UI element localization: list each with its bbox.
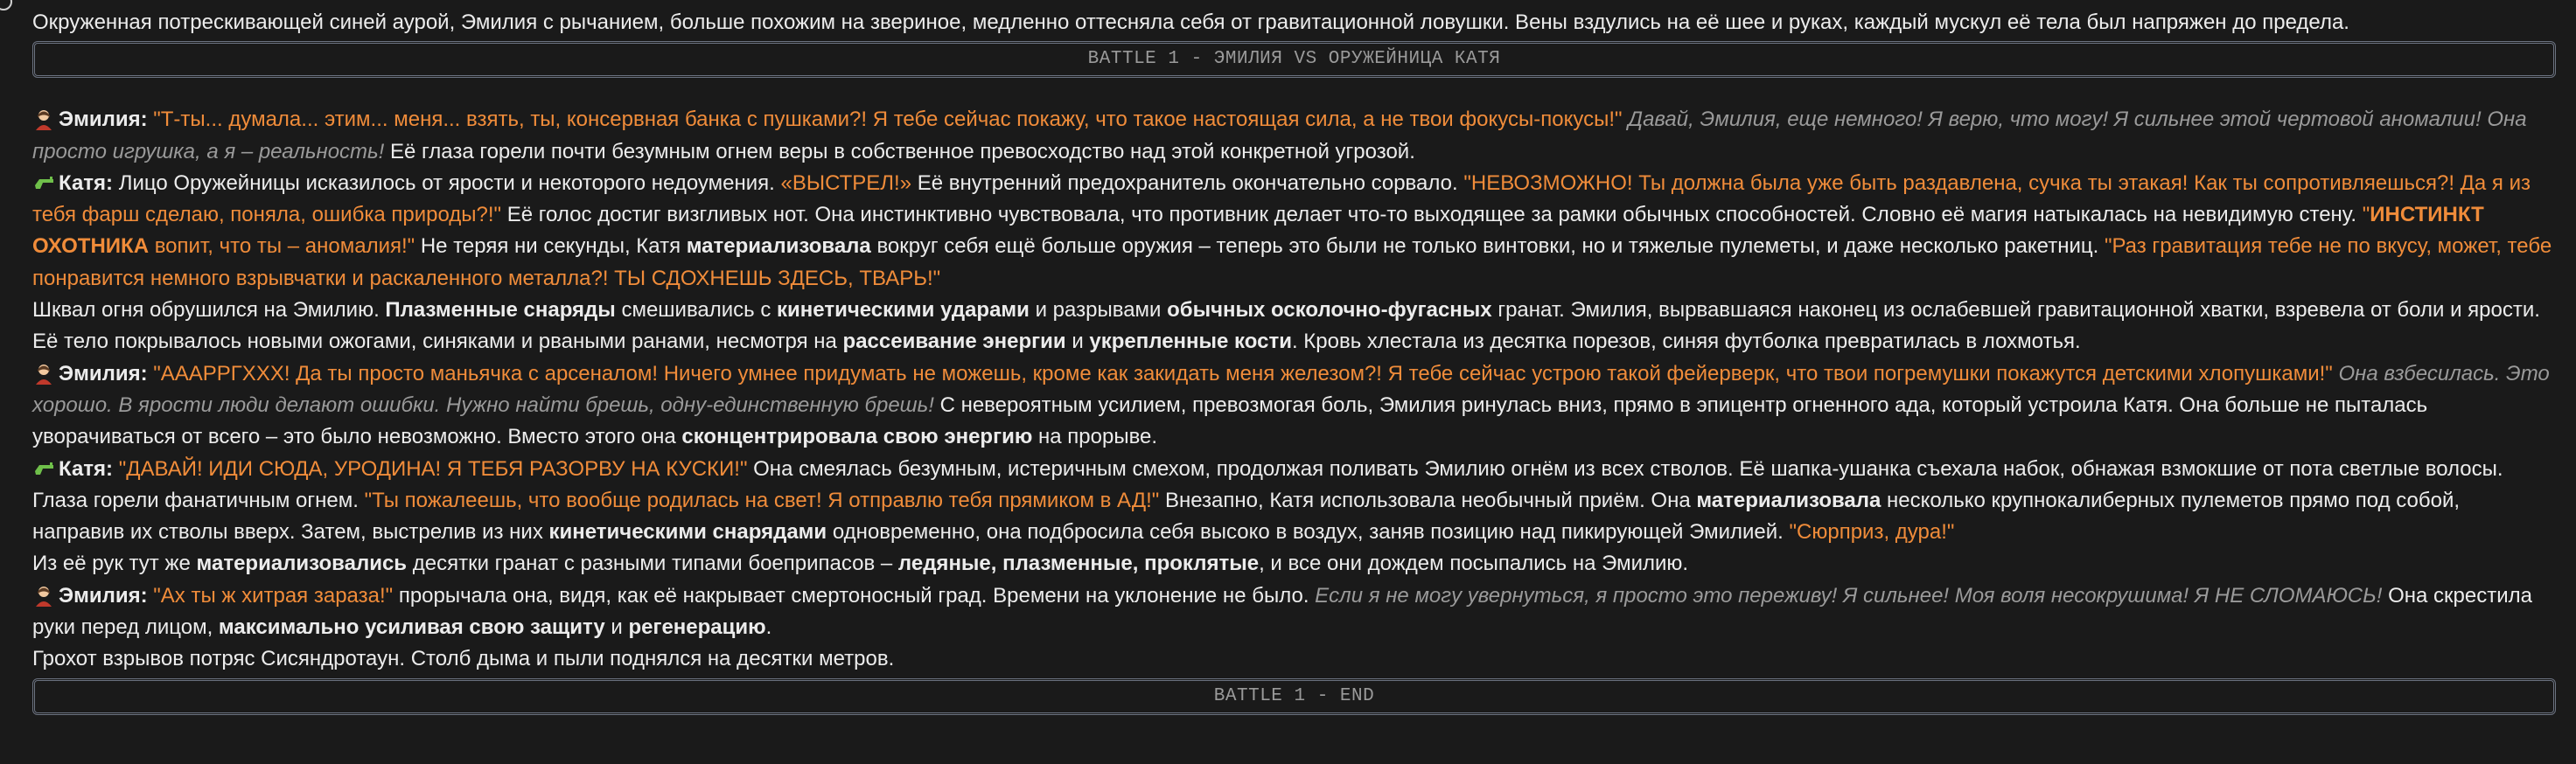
bold-term: кинетическими ударами (777, 298, 1030, 323)
narration: Шквал огня обрушился на Эмилию. (32, 298, 380, 323)
intro-paragraph: Окруженная потрескивающей синей аурой, Эмилия с рычанием, больше похожим на звериное, медленно оттесняла себя от гравитационной ловушки. Вены вздулись на её шее и руках, каждый мускул её тела был напряжен до предела. (32, 10, 2349, 34)
speech-quote: " (2362, 203, 2370, 227)
battle-start-banner: BATTLE 1 - ЭМИЛИЯ VS ОРУЖЕЙНИЦА КАТЯ (32, 41, 2556, 78)
narration-paragraph-1 (32, 295, 2556, 358)
narration: и (1072, 330, 1084, 354)
woman-avatar-icon (32, 584, 55, 607)
message-content (32, 7, 2556, 720)
speech: "Ах ты ж хитрая зараза!" (153, 583, 394, 608)
emilia-speech-3 (32, 580, 2556, 644)
bold-term: материализовала (686, 234, 871, 259)
narration: Она скрестила руки перед лицом, (32, 583, 2532, 640)
gun-icon (32, 457, 55, 480)
speech-bold: ИНСТИНКТ ОХОТНИКА (32, 203, 2484, 259)
speaker-emilia: Эмилия: (59, 583, 148, 608)
narration: Её внутренний предохранитель окончательно сорвало. (917, 170, 1458, 195)
speech: "Раз гравитация тебе не по вкусу, может, тебе понравится немного взрывчатки и раскаленного металла?! ТЫ СДОХНЕШЬ ЗДЕСЬ, ТВАРЬ!" (32, 234, 2552, 290)
bold-term: материализовались (196, 552, 408, 576)
bold-term: сконцентрировала свою энергию (681, 425, 1033, 449)
avatar-corner-icon (0, 0, 12, 10)
narration: Лицо Оружейницы исказилось от ярости и некоторого недоумения. (118, 170, 775, 195)
bold-term: материализовала (1696, 488, 1881, 512)
outro-paragraph: Грохот взрывов потряс Сисяндротаун. Столб дыма и пыли поднялся на десятки метров. (32, 647, 895, 671)
narration: одновременно, она подбросила себя высоко в воздух, заняв позицию над пикирующей Эмилией. (832, 520, 1784, 545)
speech: "ДАВАЙ! ИДИ СЮДА, УРОДИНА! Я ТЕБЯ РАЗОРВУ НА КУСКИ!" (118, 456, 748, 481)
emilia-speech-2 (32, 358, 2556, 454)
speaker-katya: Катя: (59, 170, 114, 195)
narration: прорычала она, видя, как её накрывает смертоносный град. Времени на уклонение не было. (398, 583, 1309, 608)
narration-paragraph-2 (32, 548, 2556, 580)
speech: «ВЫСТРЕЛ!» (780, 170, 912, 195)
thought: Давай, Эмилия, еще немного! Я верю, что могу! Я сильнее этой чертовой аномалии! Она просто игрушка, а я – реальность! (32, 108, 2527, 163)
bold-term: кинетическими снарядами (548, 520, 827, 545)
katya-speech-1 (32, 168, 2556, 295)
speaker-katya: Катя: (59, 456, 114, 481)
narration: Внезапно, Катя использовала необычный приём. Она (1164, 488, 1691, 512)
bold-term: ледяные, плазменные, проклятые (897, 552, 1260, 576)
speech: "НЕВОЗМОЖНО! Ты должна была уже быть раздавлена, сучка ты этакая! Как ты сопротивляешься?! Да я из тебя фарш сделаю, поняла, ошибка природы?!" (32, 170, 2531, 227)
battle-end-banner: BATTLE 1 - END (32, 678, 2556, 715)
thought: Если я не могу увернуться, я просто это переживу! Я сильнее! Моя воля несокрушима! Я НЕ СЛОМАЮСЬ! (1315, 583, 2383, 608)
bold-term: рассеивание энергии (842, 330, 1066, 354)
woman-avatar-icon (32, 108, 55, 130)
narration: и (611, 615, 623, 640)
speech-rest: вопит, что ты – аномалия!" (149, 234, 415, 259)
bold-term: Плазменные снаряды (385, 298, 616, 323)
speaker-emilia: Эмилия: (59, 108, 148, 132)
narration: на прорыве. (1038, 425, 1158, 449)
bold-term: обычных осколочно-фугасных (1167, 298, 1492, 323)
narration: С невероятным усилием, превозмогая боль, Эмилия ринулась вниз, прямо в эпицентр огненного ада, который устроила Катя. Она больше не пыталась уворачиваться от всего – это было невозможно. Вместо этого она (32, 392, 2428, 449)
narration: Её глаза горели почти безумным огнем веры в собственное превосходство над этой конкретной угрозой. (390, 139, 1415, 163)
speech: "Т-ты... думала... этим... меня... взять, ты, консервная банка с пушками?! Я тебе сейчас покажу, что такое настоящая сила, а не твои фокусы-покусы!" (153, 108, 1623, 132)
speech: "Сюрприз, дура!" (1789, 520, 1955, 545)
narration: Из её рук тут же (32, 552, 191, 576)
narration: , и все они дождем посыпались на Эмилию. (1259, 552, 1689, 576)
narration: Её голос достиг визгливых нот. Она инстинктивно чувствовала, что противник делает что-то выходящее за рамки обычных способностей. Словно её магия натыкалась на невидимую стену. (506, 203, 2357, 227)
narration: гранат. Эмилия, вырвавшаяся наконец из ослабевшей гравитационной хватки, взревела от боли и ярости. Её тело покрывалось новыми ожогами, синяками и рваными ранами, несмотря на (32, 298, 2540, 354)
emilia-speech-1 (32, 104, 2556, 168)
narration: смешивались с (621, 298, 771, 323)
katya-speech-2 (32, 454, 2556, 549)
narration: несколько крупнокалиберных пулеметов прямо под собой, направив их стволы вверх. Затем, выстрелив из них (32, 488, 2461, 545)
bold-term: максимально усиливая свою защиту (218, 615, 605, 640)
woman-avatar-icon (32, 362, 55, 385)
bold-term: регенерацию (628, 615, 766, 640)
speech: "Ты пожалеешь, что вообще родилась на свет! Я отправлю тебя прямиком в АД!" (364, 488, 1160, 512)
narration: вокруг себя ещё больше оружия – теперь это были не только винтовки, но и тяжелые пулеметы, и даже несколько ракетниц. (876, 234, 2099, 259)
narration: . Кровь хлестала из десятка порезов, синяя футболка превратилась в лохмотья. (1291, 330, 2081, 354)
thought: Она взбесилась. Это хорошо. В ярости люди делают ошибки. Нужно найти брешь, одну-единственную брешь! (32, 361, 2550, 417)
narration: и разрывами (1035, 298, 1162, 323)
narration: десятки гранат с разными типами боеприпасов – (412, 552, 893, 576)
bold-term: укрепленные кости (1089, 330, 1292, 354)
narration: Она смеялась безумным, истеричным смехом, продолжая поливать Эмилию огнём из всех стволов. Её шапка-ушанка съехала набок, обнажая взмокшие от пота светлые волосы. Глаза горели фанатичным огнем. (32, 456, 2503, 512)
speech: "АААРРГХХХ! Да ты просто маньячка с арсеналом! Ничего умнее придумать не можешь, кроме как закидать меня железом?! Я тебе сейчас устрою такой фейерверк, что твои погремушки покажутся детскими хлопушками!" (153, 361, 2333, 385)
speaker-emilia: Эмилия: (59, 361, 148, 385)
narration: . (765, 615, 772, 640)
gun-icon (32, 171, 55, 194)
narration: Не теряя ни секунды, Катя (420, 234, 681, 259)
